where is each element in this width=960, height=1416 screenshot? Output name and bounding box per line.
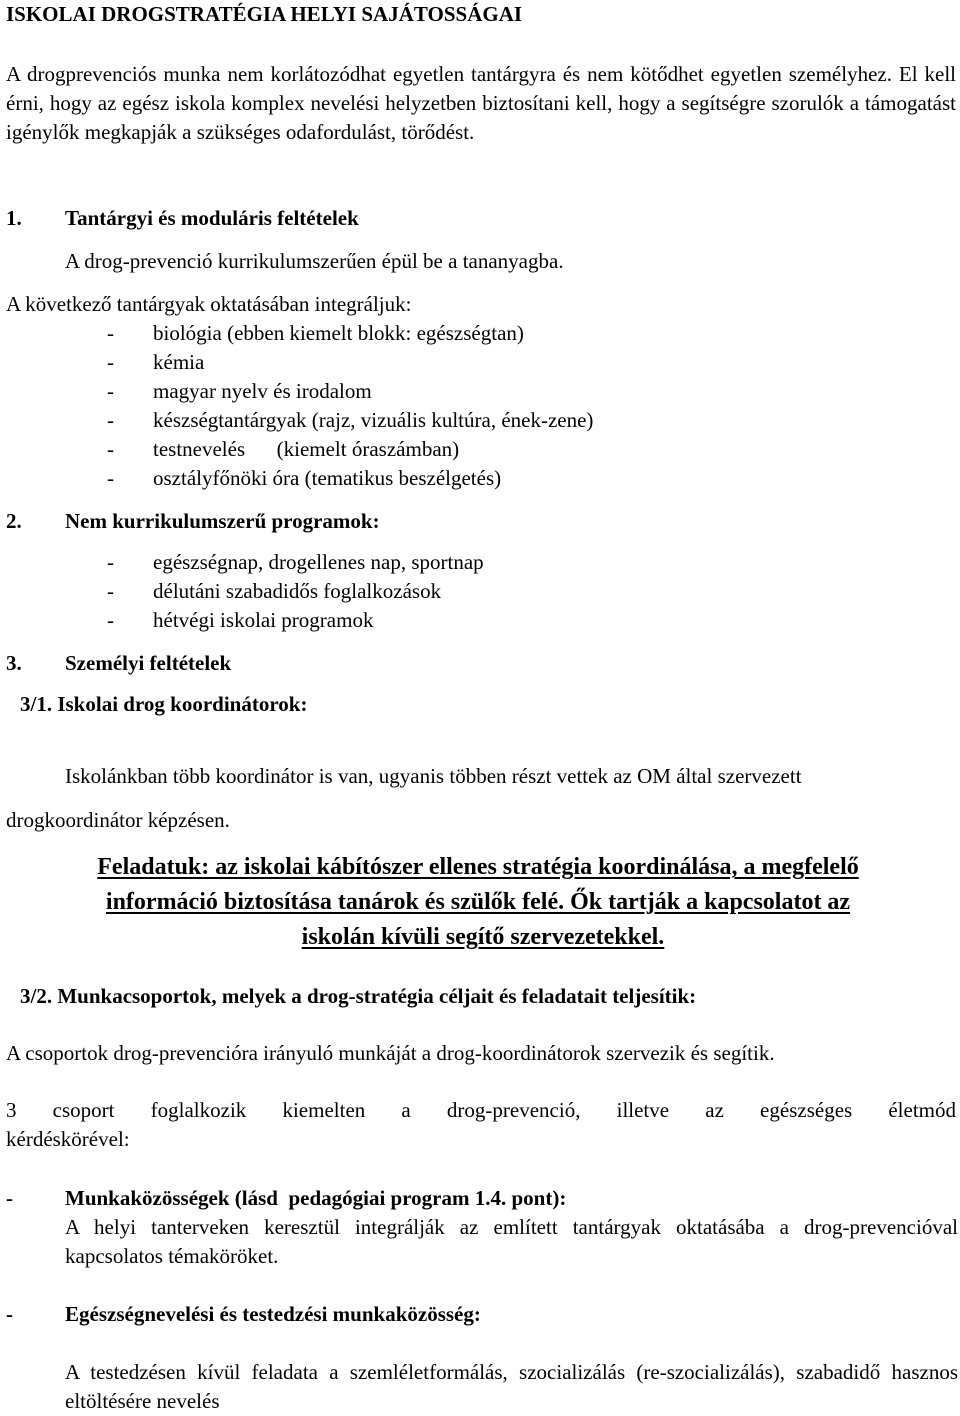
section-1-number: 1.: [6, 206, 22, 230]
subsection-3-1-text-line-1: Iskolánkban több koordinátor is van, ugyanis többen részt vettek az OM által szervezett: [65, 764, 802, 788]
subsection-3-1-text-line-2: drogkoordinátor képzésen.: [6, 808, 230, 832]
group-1-text: A helyi tanterveken keresztül integrálják az említett tantárgyak oktatásába a drog-prevencióval kapcsolatos témaköröket.: [65, 1215, 958, 1268]
intro-paragraph: A drogprevenciós munka nem korlátozódhat egyetlen tantárgyra és nem kötődhet egyetlen személyhez. El kell érni, hogy az egész iskola komplex nevelési helyzetben biztosítani kell, hogy a segítségre szorulók a támogatást igénylők megkapják a szükséges odafordulást, törődést.: [6, 62, 956, 144]
groups-paragraph: A csoportok drog-prevencióra irányuló munkáját a drog-koordinátorok szervezik és segítik.: [6, 1041, 775, 1065]
tasks-line-1: Feladatuk: az iskolai kábítószer ellenes stratégia koordinálása, a megfelelő: [97, 854, 859, 880]
subsection-3-2-heading: 3/2. Munkacsoportok, melyek a drog-stratégia céljait és feladatait teljesítik:: [20, 984, 697, 1008]
section-1-list-intro: A következő tantárgyak oktatásában integráljuk:: [6, 292, 412, 316]
document-page: ISKOLAI DROGSTRATÉGIA HELYI SAJÁTOSSÁGAI A drogprevenciós munka nem korlátozódhat egyetlen tantárgyra és nem kötődhet egyetlen személyhez. El kell érni, hogy az egész iskola komplex nevelési helyzetben biztosítani kell, hogy a segítségre szorulók a támogatást igénylők megkapják a szükséges odafordulást, törődést. 1. Tantárgyi és moduláris feltételek A drog-prevenció kurrikulumszerűen épül be a tananyagba. A következő tantárgyak oktatásában integráljuk: - biológia (ebben kiemelt blokk: egészségtan) - kémia - magyar nyelv és irodalom - készségtantárgyak (rajz, vizuális kultúra, ének-zene) - testnevelés (kiemelt óraszámban) - osztályfőnöki óra (tematikus beszélgetés) 2. Nem kurrikulumszerű programok: - egészségnap, drogellenes nap, sportnap - délutáni szabadidős foglalkozások - hétvégi iskolai programok 3. Személyi feltételek 3/1. Iskolai drog koordinátorok: Iskolánkban több koordinátor is van, ugyanis többen részt vettek az OM által szervezett drogkoordinátor képzésen. Feladatuk: az iskolai kábítószer ellenes stratégia koordinálása, a megfelelő információ biztosítása tanárok és szülők felé. Ők tartják a kapcsolatot az iskolán kívüli segítő szervezetekkel. 3/2. Munkacsoportok, melyek a drog-stratégia céljait és feladatait teljesítik: A csoportok drog-prevencióra irányuló munkáját a drog-koordinátorok szervezik és segítik. 3 csoport foglalkozik kiemelten a drog-prevenció, illetve az egészséges életmód kérdéskörével: - Munkaközösségek (lásd pedagógiai program 1.4. pont): A helyi tanterveken keresztül integrálják az említett tantárgyak oktatásába a drog-prevencióval kapcsolatos témaköröket. - Egészségnevelési és testedzési munkaközösség: A testedzésen kívül feladata a szemléletformálás, szocializálás (re-szocializálás), szabadidő hasznos eltöltésére nevelés: [0, 0, 960, 1410]
group-2-text: A testedzésen kívül feladata a szemléletformálás, szocializálás (re-szocializálás), szabadidő hasznos eltöltésére nevelés: [65, 1360, 958, 1413]
section-1-title: Tantárgyi és moduláris feltételek: [65, 206, 359, 230]
group-2-dash: -: [6, 1302, 13, 1326]
group-1-heading: Munkaközösségek (lásd pedagógiai program 1.4. pont):: [65, 1186, 567, 1210]
section-2-title: Nem kurrikulumszerű programok:: [65, 509, 380, 533]
section-1-sub: A drog-prevenció kurrikulumszerűen épül be a tananyagba.: [65, 249, 564, 273]
section-2-number: 2.: [6, 509, 22, 533]
tasks-line-3: iskolán kívüli segítő szervezetekkel.: [301, 924, 665, 950]
section-3-number: 3.: [6, 651, 22, 675]
group-1-dash: -: [6, 1186, 13, 1210]
document-title: ISKOLAI DROGSTRATÉGIA HELYI SAJÁTOSSÁGAI: [6, 2, 523, 26]
section-3-title: Személyi feltételek: [65, 651, 232, 675]
subsection-3-1-heading: 3/1. Iskolai drog koordinátorok:: [20, 692, 308, 716]
three-groups-line-2: kérdéskörével:: [6, 1127, 130, 1151]
group-2-heading: Egészségnevelési és testedzési munkaközösség:: [65, 1302, 481, 1326]
tasks-line-2: információ biztosítása tanárok és szülők felé. Ők tartják a kapcsolatot az: [105, 889, 851, 915]
three-groups-line-1: 3 csoport foglalkozik kiemelten a drog-prevenció, illetve az egészséges életmód: [6, 1098, 956, 1122]
